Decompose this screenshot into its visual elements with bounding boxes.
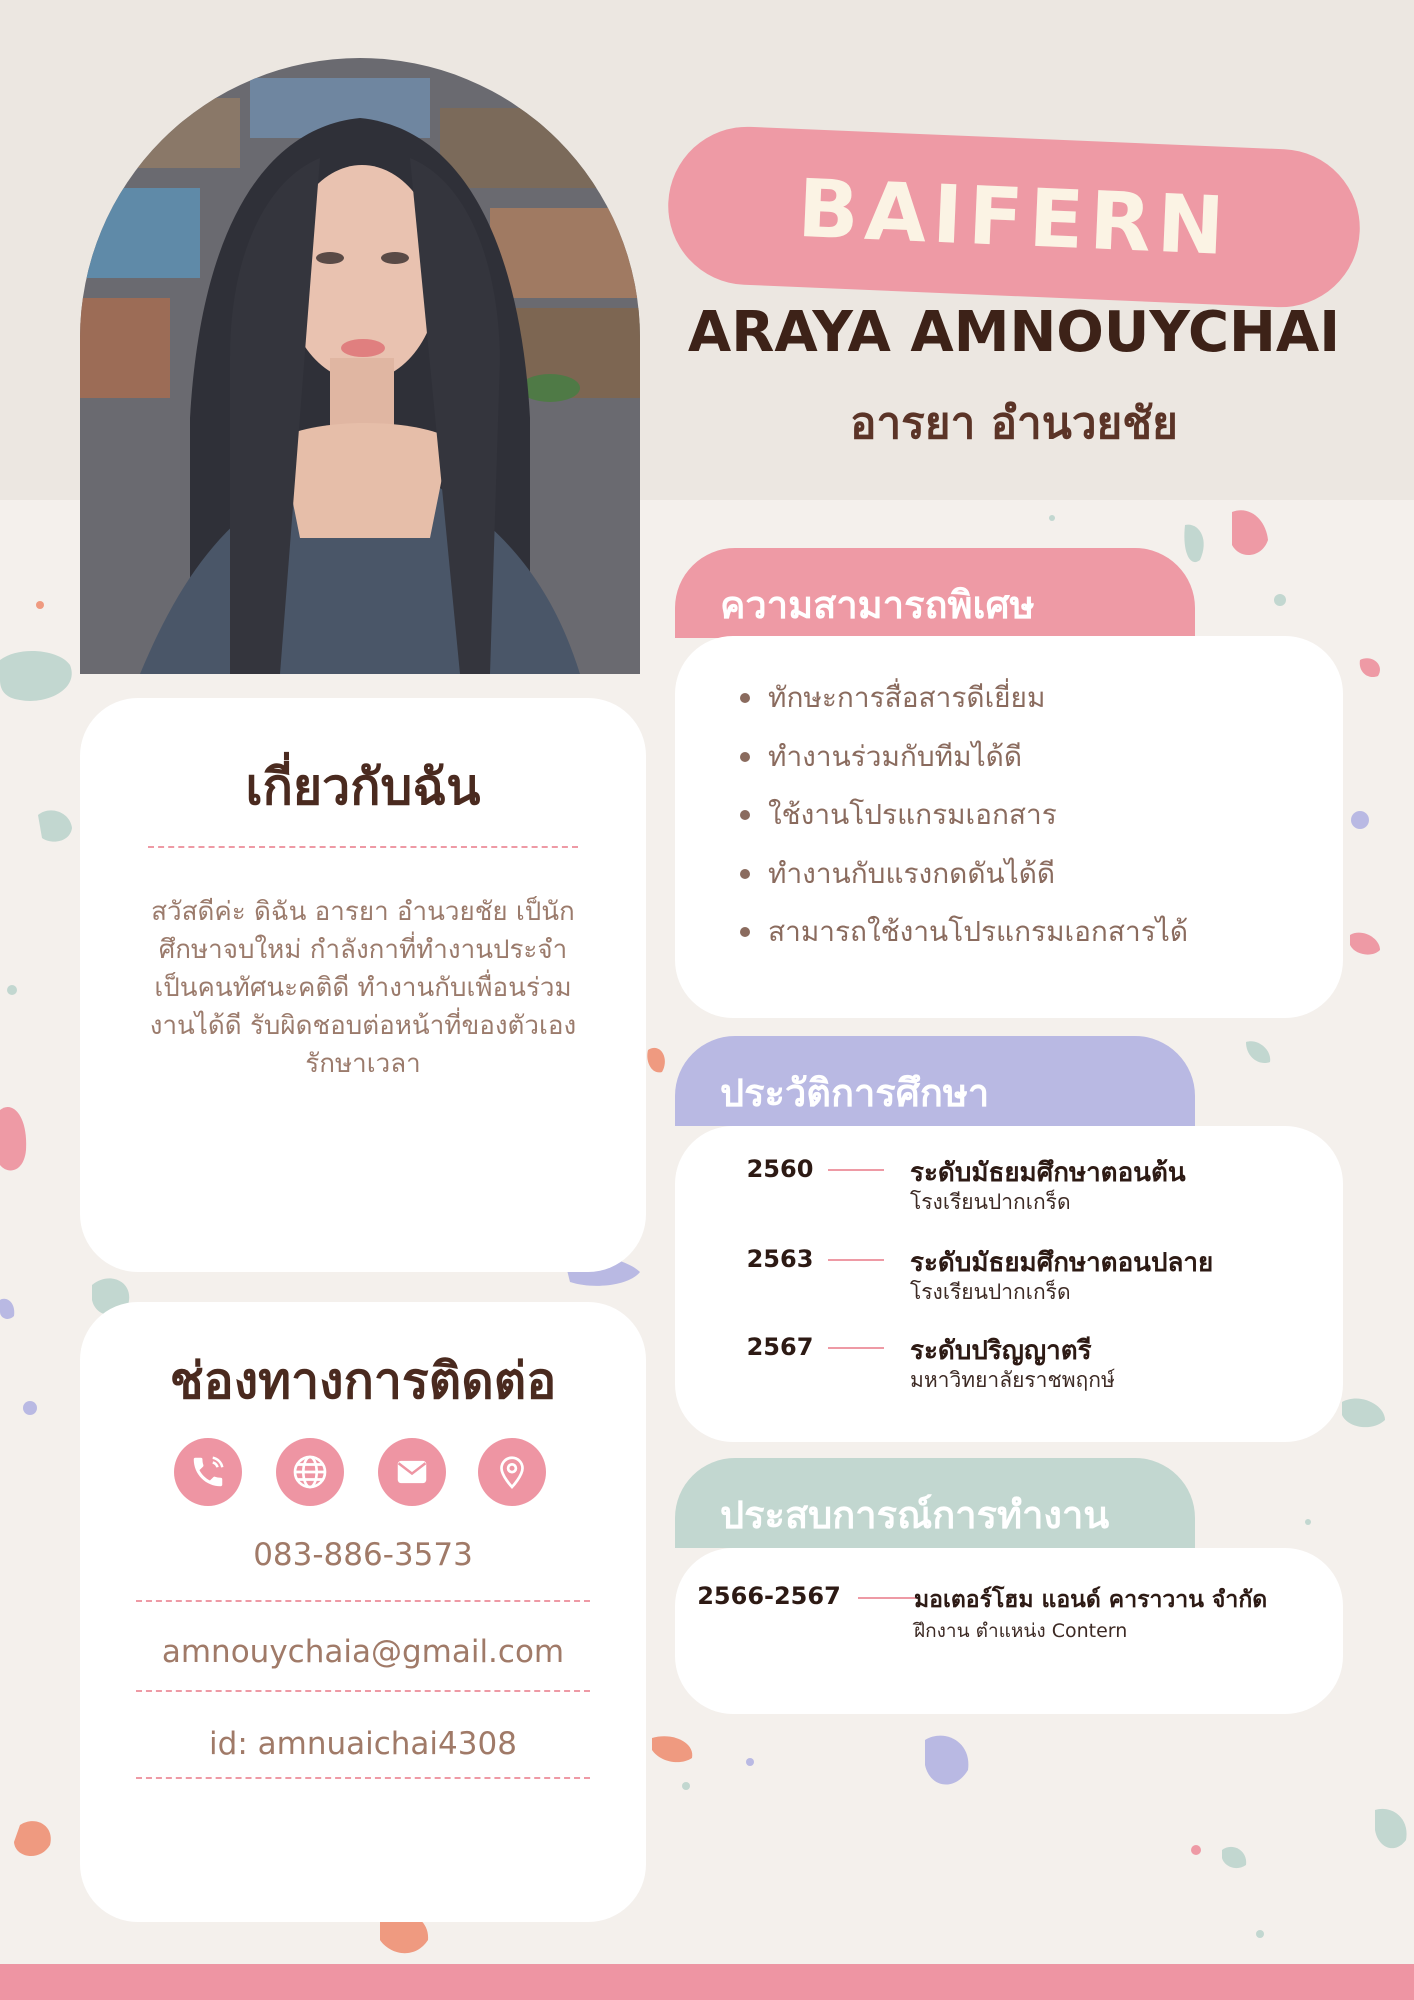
full-name-thai: อารยา อำนวยชัย (850, 398, 1178, 449)
globe-icon[interactable] (276, 1438, 344, 1506)
nickname: BAIFERN (795, 161, 1233, 273)
mail-icon[interactable] (378, 1438, 446, 1506)
line-id[interactable]: id: amnuaichai4308 (209, 1726, 517, 1762)
experience-role: ฝึกงาน ตำแหน่ง Contern (914, 1620, 1128, 1642)
footer-bar (0, 1964, 1414, 2000)
divider (136, 1690, 590, 1692)
education-level: ระดับปริญญาตรี (910, 1336, 1092, 1366)
experience-company: มอเตอร์โฮม แอนด์ คาราวาน จำกัด (914, 1587, 1268, 1613)
profile-photo (80, 58, 640, 674)
skills-title: ความสามารถพิเศษ (720, 583, 1035, 627)
nickname-banner (665, 124, 1363, 311)
list-item: สามารถใช้งานโปรแกรมเอกสารได้ (740, 910, 1188, 969)
contact-title: ช่องทางการติดต่อ (169, 1352, 557, 1410)
list-item: ทำงานร่วมกับทีมได้ดี (740, 735, 1188, 794)
education-year: 2560 (746, 1155, 814, 1183)
divider (136, 1777, 590, 1779)
timeline-dash (858, 1597, 916, 1599)
education-level: ระดับมัธยมศึกษาตอนปลาย (910, 1248, 1214, 1278)
about-title: เกี่ยวกับฉัน (245, 758, 481, 816)
list-item: ทำงานกับแรงกดดันได้ดี (740, 852, 1188, 911)
list-item: ใช้งานโปรแกรมเอกสาร (740, 793, 1188, 852)
timeline-dash (828, 1259, 884, 1261)
full-name-english: ARAYA AMNOUYCHAI (687, 300, 1341, 365)
timeline-dash (828, 1169, 884, 1171)
education-title: ประวัติการศึกษา (720, 1071, 990, 1115)
education-school: มหาวิทยาลัยราชพฤกษ์ (910, 1368, 1115, 1392)
location-pin-icon[interactable] (478, 1438, 546, 1506)
experience-years: 2566-2567 (697, 1582, 841, 1610)
education-school: โรงเรียนปากเกร็ด (910, 1280, 1071, 1304)
phone-number[interactable]: 083-886-3573 (253, 1537, 473, 1573)
education-level: ระดับมัธยมศึกษาตอนต้น (910, 1158, 1186, 1188)
phone-icon[interactable] (174, 1438, 242, 1506)
education-year: 2567 (746, 1333, 814, 1361)
divider (136, 1600, 590, 1602)
skills-list (740, 676, 1188, 969)
experience-title: ประสบการณ์การทำงาน (720, 1493, 1110, 1537)
education-school: โรงเรียนปากเกร็ด (910, 1190, 1071, 1214)
education-year: 2563 (746, 1245, 814, 1273)
email-address[interactable]: amnouychaia@gmail.com (161, 1634, 565, 1670)
timeline-dash (828, 1347, 884, 1349)
list-item: ทักษะการสื่อสารดีเยี่ยม (740, 676, 1188, 735)
about-text: สวัสดีค่ะ ดิฉัน อารยา อำนวยชัย เป็นักศึกษาจบใหม่ กำลังกาที่ทำงานประจำ เป็นคนทัศนะคติดี ทำงานกับเพื่อนร่วมงานได้ดี รับผิดชอบต่อหน้าที่ของตัวเอง รักษาเวลา (149, 897, 577, 1079)
divider (148, 846, 578, 848)
